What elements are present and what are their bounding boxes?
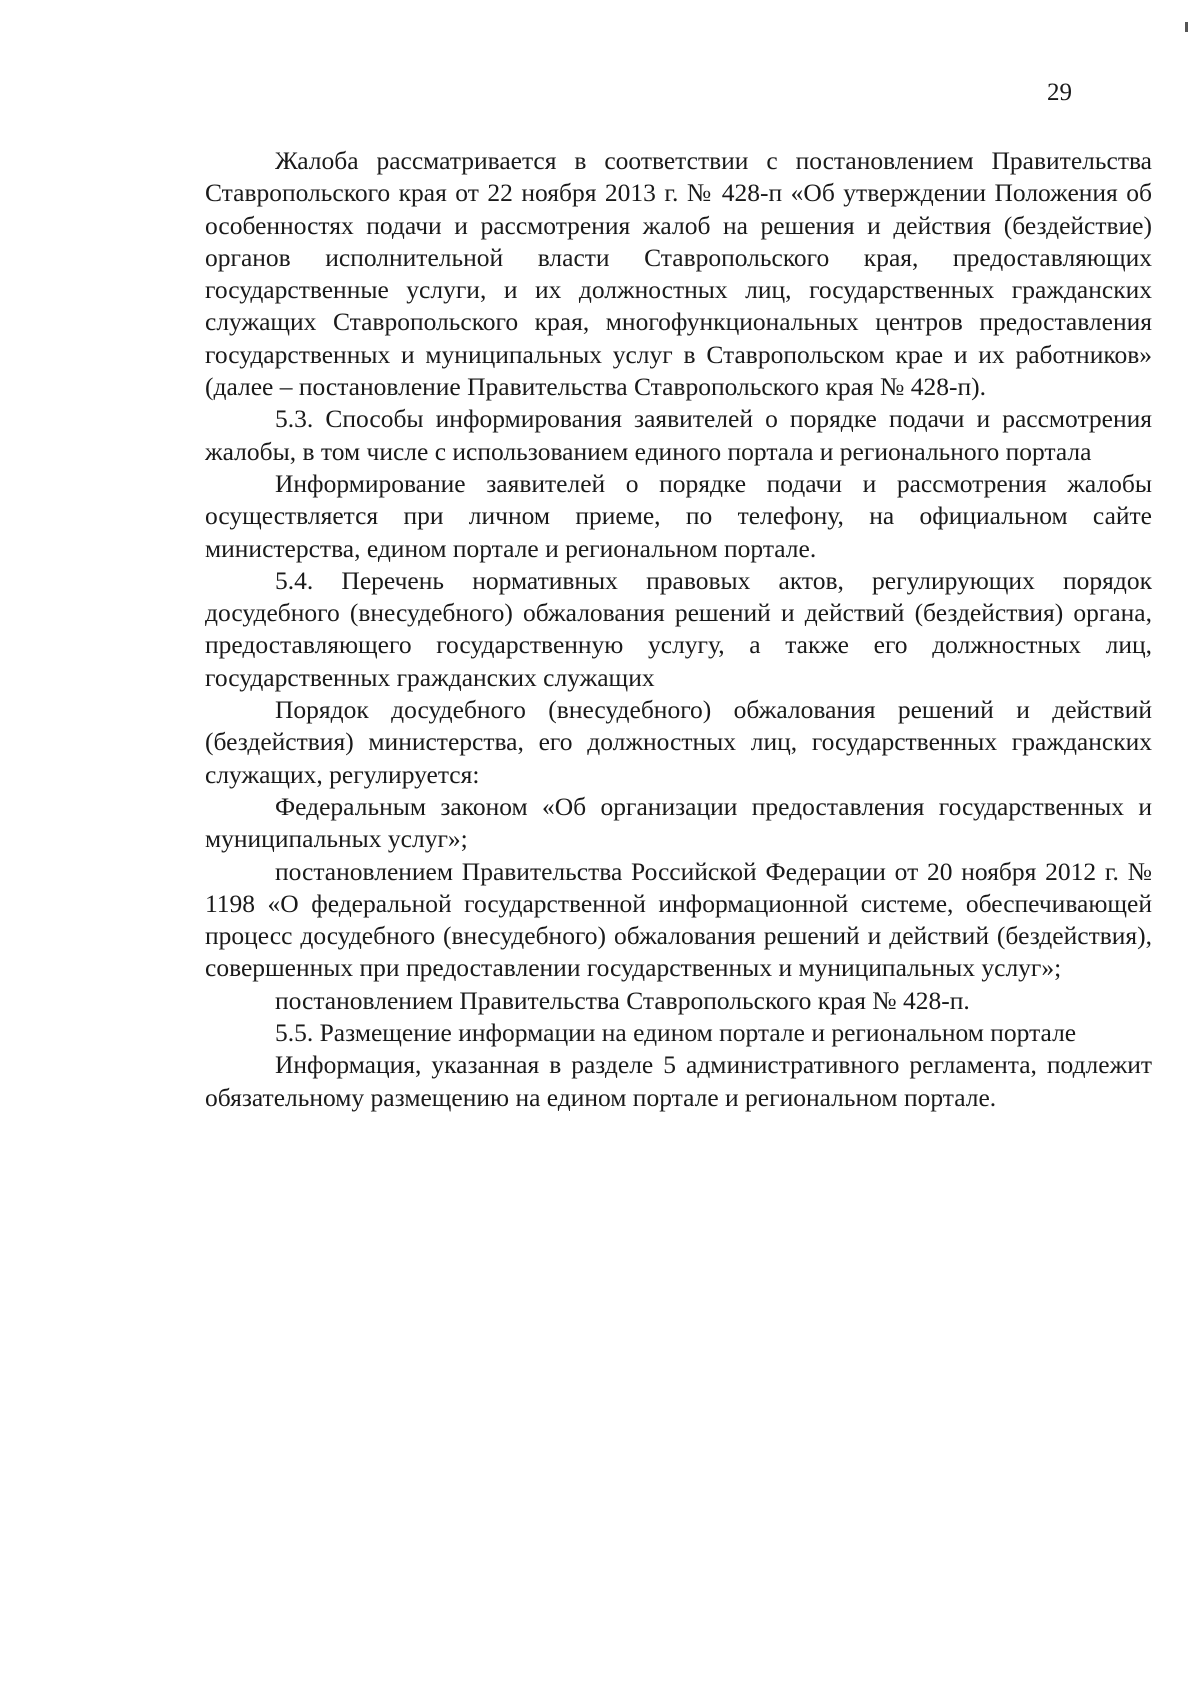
list-item-regional-decree-428: постановлением Правительства Ставропольского края № 428-п. xyxy=(275,985,970,1015)
paragraph-informing: Информирование заявителей о порядке подачи и рассмотрения жалобы осуществляется при личном приеме, по телефону, на официальном сайте министерства, едином портале и региональном портале. xyxy=(205,468,1152,563)
list-item-federal-law: Федеральным законом «Об организации предоставления государственных и муниципальных услуг»; xyxy=(205,791,1152,854)
section-heading-5-3: 5.3. Способы информирования заявителей о порядке подачи и рассмотрения жалобы, в том числе с использованием единого портала и регионального портала xyxy=(205,404,1152,466)
paragraph-portal-placement: Информация, указанная в разделе 5 административного регламента, подлежит обязательному размещению на едином портале и региональном портале. xyxy=(205,1050,1152,1112)
scan-mark xyxy=(1185,22,1188,32)
section-heading-5-4: 5.4. Перечень нормативных правовых актов, регулирующих порядок досудебного (внесудебного) обжалования решений и действий (бездействия) органа, предоставляющего государственную услугу, а также его должностных лиц, государственных гражданских служащих xyxy=(205,565,1152,692)
section-heading-5-5: 5.5. Размещение информации на едином портале и региональном портале xyxy=(275,1018,1077,1048)
document-body xyxy=(205,145,1152,1114)
paragraph-complaint-review: Жалоба рассматривается в соответствии с постановлением Правительства Ставропольского края от 22 ноября 2013 г. № 428-п «Об утверждении Положения об особенностях подачи и рассмотрения жалоб на решения и действия (бездействие) органов исполнительной власти Ставропольского края, предоставляющих государственные услуги, и их должностных лиц, государственных гражданских служащих Ставропольского края, многофункциональных центров предоставления государственных и муниципальных услуг в Ставропольском крае и их работников» (далее – постановление Правительства Ставропольского края № 428-п). xyxy=(205,146,1152,402)
page-number: 29 xyxy=(1047,79,1072,106)
list-item-government-decree-1198: постановлением Правительства Российской Федерации от 20 ноября 2012 г. № 1198 «О федеральной государственной информационной системе, обеспечивающей процесс досудебного (внесудебного) обжалования решений и действий (бездействия), совершенных при предоставлении государственных и муниципальных услуг»; xyxy=(205,856,1152,983)
paragraph-appeal-procedure: Порядок досудебного (внесудебного) обжалования решений и действий (бездействия) министерства, его должностных лиц, государственных гражданских служащих, регулируется: xyxy=(205,695,1152,789)
